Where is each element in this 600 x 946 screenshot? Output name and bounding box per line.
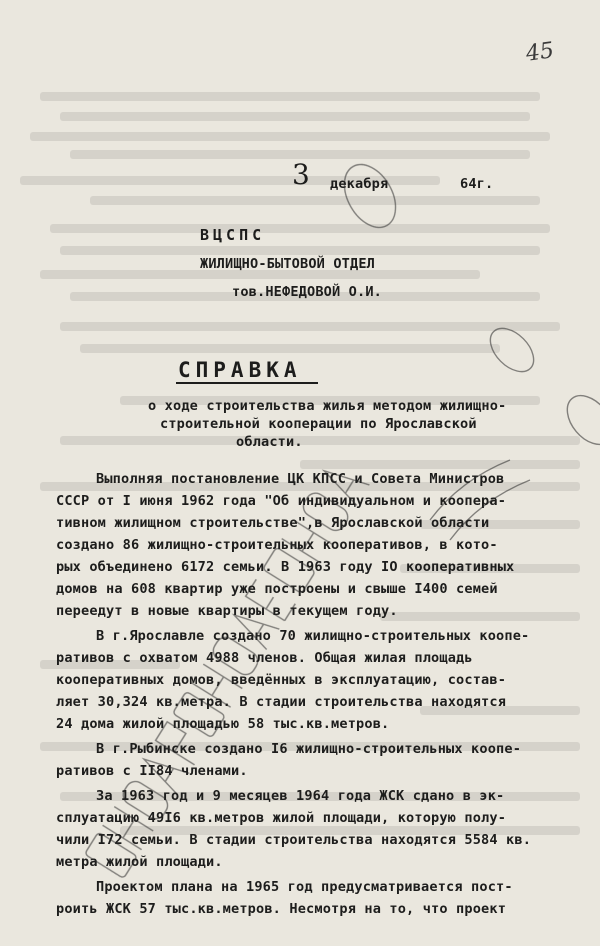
- date-month: декабря: [330, 176, 389, 192]
- recipient-org: ВЦСПС: [200, 226, 266, 244]
- body-line: метра жилой площади.: [56, 854, 223, 870]
- body-line: переедут в новые квартиры в текущем году.: [56, 603, 398, 619]
- recipient-department: ЖИЛИЩНО-БЫТОВОЙ ОТДЕЛ: [200, 256, 376, 272]
- body-line: чили I72 семьи. В стадии строительства находятся 5584 кв.: [56, 832, 532, 848]
- body-line: 24 дома жилой площадью 58 тыс.кв.метров.: [56, 716, 390, 732]
- body-line: СССР от I июня 1962 года "Об индивидуальном и коопера-: [56, 493, 507, 509]
- body-line: В г.Ярославле создано 70 жилищно-строительных коопе-: [96, 628, 530, 644]
- body-line: тивном жилищном строительстве",в Ярославской области: [56, 515, 490, 531]
- subtitle-line: о ходе строительства жилья методом жилищно-: [148, 398, 507, 414]
- body-line: рых объединено 6172 семьи. В 1963 году IO кооперативных: [56, 559, 515, 575]
- body-line: Выполняя постановление ЦК КПСС и Совета Министров: [96, 471, 505, 487]
- body-line: домов на 608 квартир уже построены и свыше I400 семей: [56, 581, 498, 597]
- subtitle-line: строительной кооперации по Ярославской: [160, 416, 477, 432]
- body-line: ляет 30,324 кв.метра. В стадии строительства находятся: [56, 694, 507, 710]
- body-line: В г.Рыбинске создано I6 жилищно-строительных коопе-: [96, 741, 522, 757]
- body-line: сплуатацию 49I6 кв.метров жилой площади, которую полу-: [56, 810, 507, 826]
- recipient-person: тов.НЕФЕДОВОЙ О.И.: [232, 284, 383, 300]
- handwritten-page-number: 45: [524, 38, 556, 67]
- body-line: Проектом плана на 1965 год предусматривается пост-: [96, 879, 513, 895]
- body-line: создано 86 жилищно-строительных кооперативов, в кото-: [56, 537, 498, 553]
- title-underline: [176, 382, 318, 384]
- body-line: кооперативных домов, введённых в эксплуатацию, состав-: [56, 672, 507, 688]
- date-year: 64г.: [460, 176, 494, 192]
- document-title: СПРАВКА: [178, 358, 302, 382]
- body-line: роить ЖСК 57 тыс.кв.метров. Несмотря на то, что проект: [56, 901, 507, 917]
- date-day: 3: [292, 158, 310, 191]
- body-line: ративов с охватом 4988 членов. Общая жилая площадь: [56, 650, 473, 666]
- body-line: ративов с II84 членами.: [56, 763, 248, 779]
- subtitle-line: области.: [236, 434, 303, 450]
- body-line: За 1963 год и 9 месяцев 1964 года ЖСК сдано в эк-: [96, 788, 505, 804]
